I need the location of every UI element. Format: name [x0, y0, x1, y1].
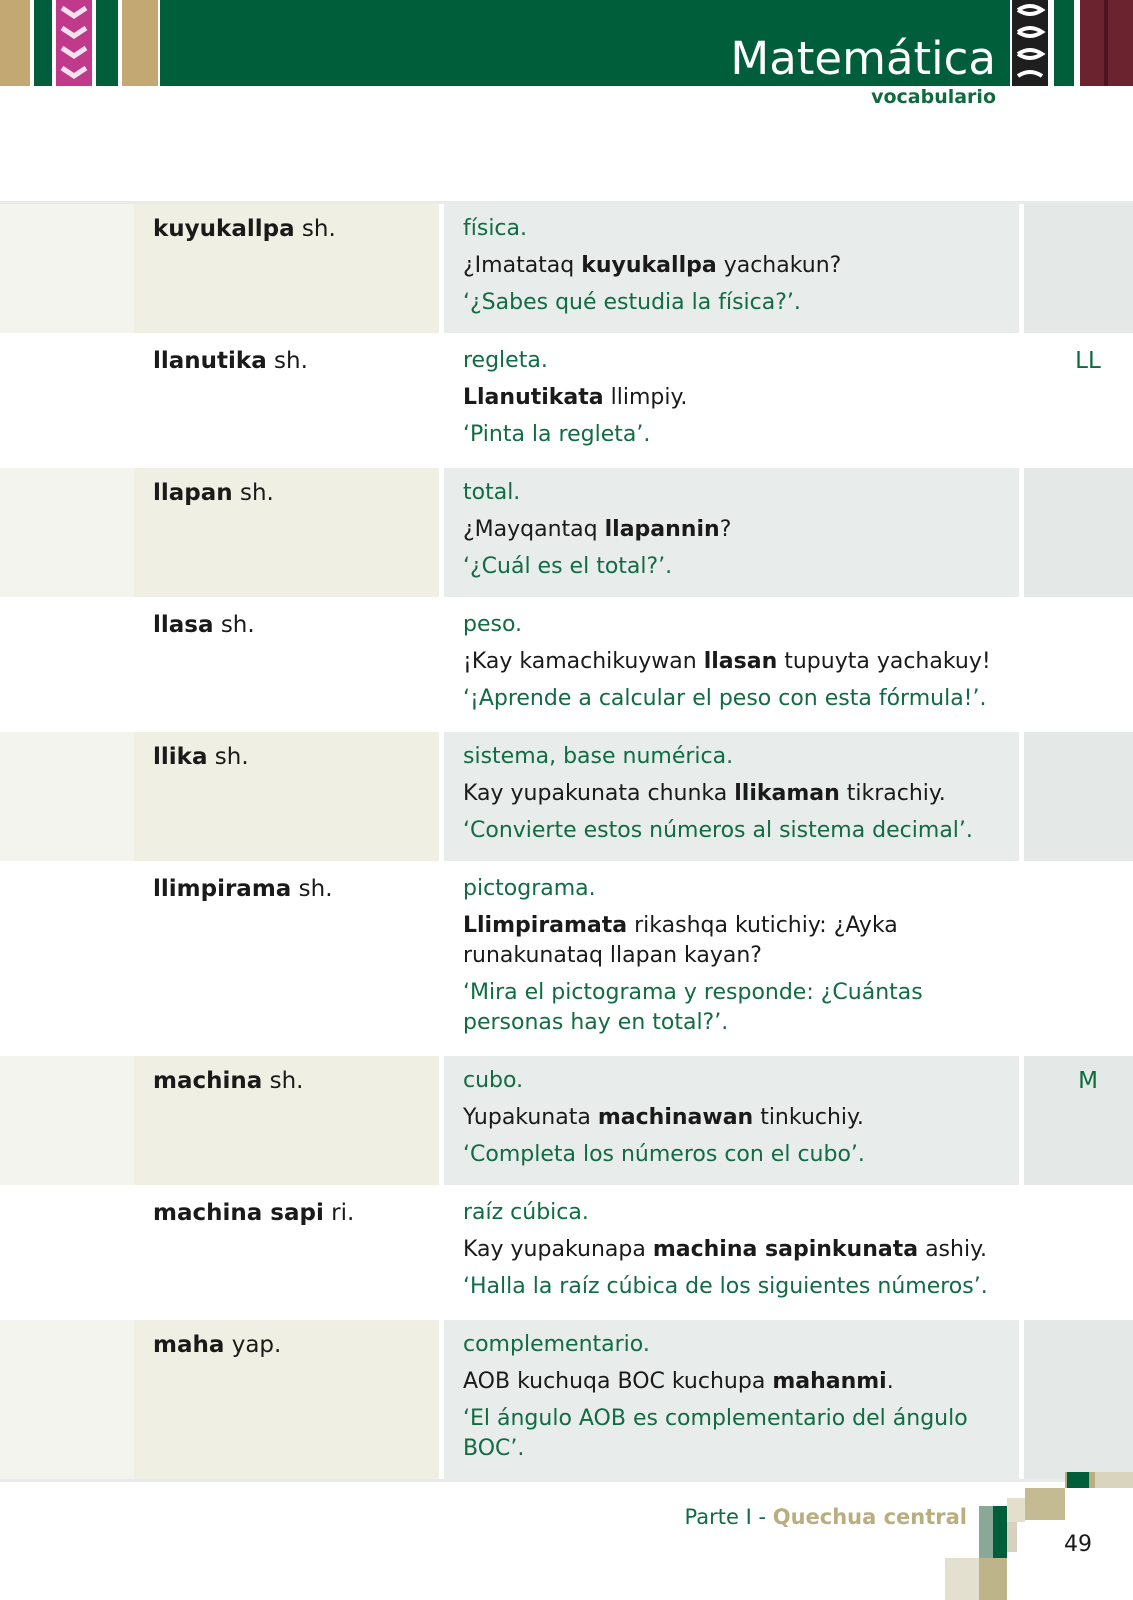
entry-example: Kay yupakunapa machina sapinkunata ashiy. [463, 1237, 987, 1262]
entry-meaning: complementario. [463, 1332, 650, 1357]
entry-translation: ‘¿Cuál es el total?’. [463, 554, 673, 579]
entry-example: Kay yupakunata chunka llikaman tikrachiy. [463, 781, 946, 806]
vocab-entry [0, 1056, 1133, 1185]
footer-label [685, 1505, 967, 1529]
footer-decoration [945, 1472, 1133, 1600]
vocab-entry [0, 468, 1133, 597]
entry-definition [444, 336, 1019, 465]
letter-marker [1024, 468, 1133, 597]
entry-term: kuyukallpa sh. [134, 204, 439, 333]
entry-definition [444, 864, 1019, 1053]
entry-translation: ‘¿Sabes qué estudia la física?’. [463, 290, 801, 315]
letter-marker [1024, 732, 1133, 861]
entry-translation: ‘El ángulo AOB es complementario del ángulo BOC’. [463, 1406, 968, 1461]
entry-example: Llimpiramata rikashqa kutichiy: ¿Ayka runakunataq llapan kayan? [463, 913, 898, 968]
entry-definition [444, 1188, 1019, 1317]
letter-marker [1024, 864, 1133, 1053]
header-left-pattern [0, 0, 158, 86]
vocab-entry [0, 1188, 1133, 1317]
footer-part: Parte I - [684, 1505, 773, 1529]
entry-definition [444, 1056, 1019, 1185]
entry-example: Llanutikata llimpiy. [463, 385, 688, 410]
vocab-entry [0, 204, 1133, 333]
entry-translation: ‘Pinta la regleta’. [463, 422, 651, 447]
entry-term: llanutika sh. [153, 348, 308, 374]
entry-translation: ‘Mira el pictograma y responde: ¿Cuántas personas hay en total?’. [463, 980, 923, 1035]
entry-meaning: cubo. [463, 1068, 524, 1093]
entry-meaning: regleta. [463, 348, 548, 373]
section-title: Matemática [730, 32, 996, 85]
entry-meaning: física. [463, 216, 528, 241]
entry-example: AOB kuchuqa BOC kuchupa mahanmi. [463, 1369, 894, 1394]
entry-definition [444, 732, 1019, 861]
entry-definition [444, 600, 1019, 729]
entry-term: machina sh. [134, 1056, 439, 1185]
letter-marker: LL [1075, 348, 1101, 374]
letter-marker: M [1024, 1056, 1133, 1185]
section-subtitle: vocabulario [871, 86, 996, 108]
entry-term: llimpirama sh. [153, 876, 333, 902]
vocabulary-table [0, 201, 1133, 1482]
entry-term: machina sapi ri. [153, 1200, 355, 1226]
entry-example: ¿Mayqantaq llapannin? [463, 517, 732, 542]
vocab-entry [0, 600, 1133, 729]
letter-marker [1024, 1188, 1133, 1317]
entry-meaning: sistema, base numérica. [463, 744, 734, 769]
vocab-entry [0, 336, 1133, 465]
entry-definition [444, 468, 1019, 597]
entry-meaning: pictograma. [463, 876, 596, 901]
letter-marker [1024, 600, 1133, 729]
footer-book: Quechua central [772, 1505, 967, 1529]
entry-definition [444, 204, 1019, 333]
entry-example: ¡Kay kamachikuywan llasan tupuyta yachakuy! [463, 649, 991, 674]
letter-marker [1024, 1320, 1133, 1479]
header-banner [160, 0, 1010, 86]
entry-meaning: raíz cúbica. [463, 1200, 589, 1225]
entry-term: maha yap. [134, 1320, 439, 1479]
entry-translation: ‘¡Aprende a calcular el peso con esta fórmula!’. [463, 686, 987, 711]
vocab-entry [0, 864, 1133, 1053]
page-number: 49 [1064, 1532, 1092, 1557]
entry-term: llapan sh. [134, 468, 439, 597]
vocab-entry [0, 1320, 1133, 1479]
entry-translation: ‘Completa los números con el cubo’. [463, 1142, 865, 1167]
entry-example: Yupakunata machinawan tinkuchiy. [463, 1105, 864, 1130]
entry-translation: ‘Convierte estos números al sistema decimal’. [463, 818, 973, 843]
vocab-entry [0, 732, 1133, 861]
entry-meaning: peso. [463, 612, 523, 637]
letter-marker [1024, 204, 1133, 333]
entry-term: llika sh. [134, 732, 439, 861]
entry-meaning: total. [463, 480, 521, 505]
entry-definition [444, 1320, 1019, 1479]
entry-example: ¿Imatataq kuyukallpa yachakun? [463, 253, 842, 278]
entry-term: llasa sh. [153, 612, 255, 638]
entry-translation: ‘Halla la raíz cúbica de los siguientes números’. [463, 1274, 988, 1299]
header-right-pattern [1012, 0, 1133, 86]
